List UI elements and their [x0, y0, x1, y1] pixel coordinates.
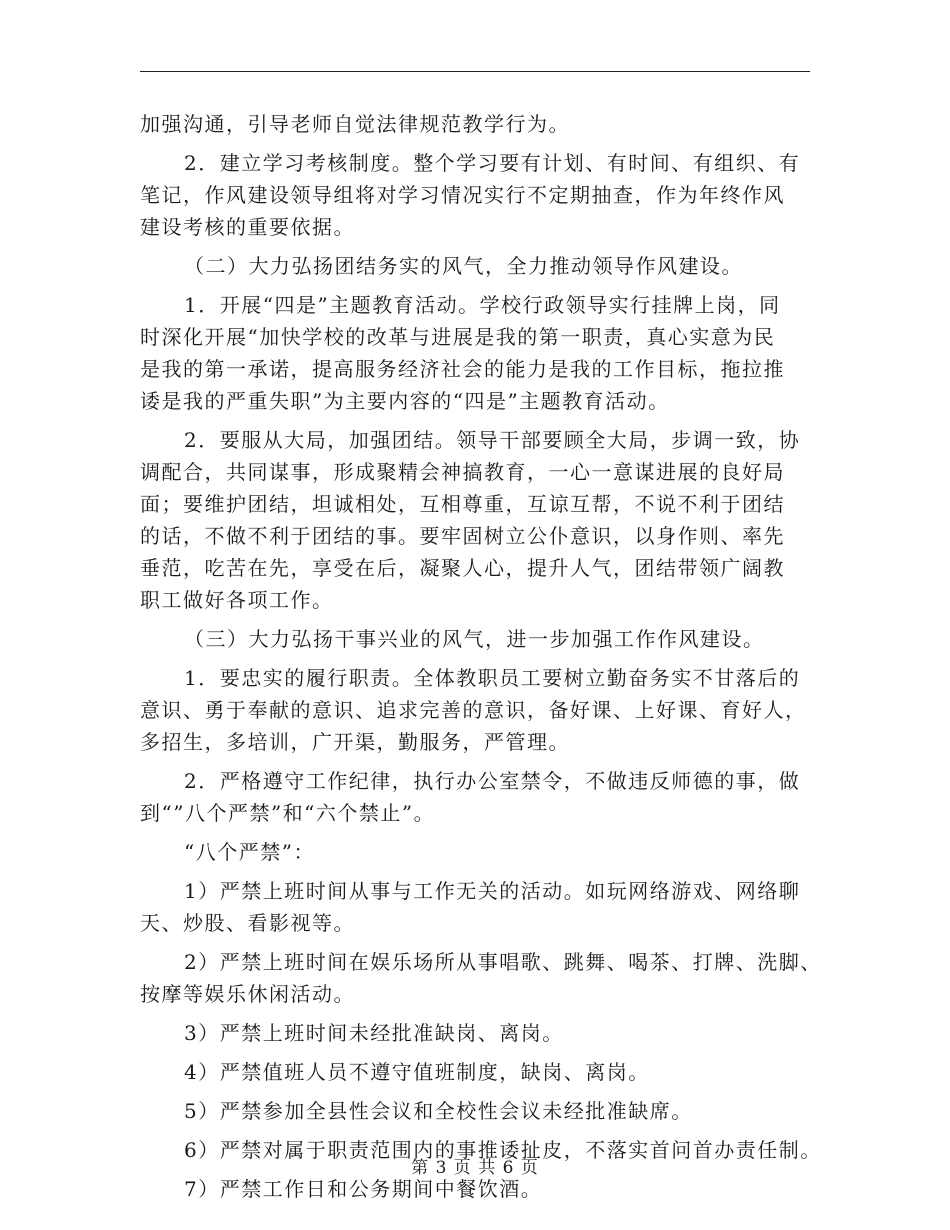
text-line: 2．建立学习考核制度。整个学习要有计划、有时间、有组织、有 — [184, 151, 801, 175]
document-body — [140, 108, 820, 1205]
text-line: 加强沟通，引导老师自觉法律规范教学行为。 — [140, 112, 570, 136]
text-line: 1）严禁上班时间从事与工作无关的活动。如玩网络游戏、网络聊 — [184, 879, 801, 903]
text-line: 6）严禁对属于职责范围内的事推诿扯皮，不落实首问首办责任制。 — [184, 1138, 822, 1162]
text-line: 3）严禁上班时间未经批准缺岗、离岗。 — [184, 1021, 564, 1045]
text-line: 建设考核的重要依据。 — [140, 215, 355, 239]
text-line: 1．开展“四是”主题教育活动。学校行政领导实行挂牌上岗，同 — [184, 293, 781, 317]
text-line: 4）严禁值班人员不遵守值班制度，缺岗、离岗。 — [184, 1060, 650, 1084]
text-line: 2．严格遵守工作纪律，执行办公室禁令，不做违反师德的事，做 — [184, 769, 801, 793]
text-line: 笔记，作风建设领导组将对学习情况实行不定期抽查，作为年终作风 — [140, 183, 785, 207]
text-line: 7）严禁工作日和公务期间中餐饮酒。 — [184, 1177, 543, 1201]
text-line: 1．要忠实的履行职责。全体教职员工要树立勤奋务实不甘落后的 — [184, 666, 801, 690]
text-line: 的话，不做不利于团结的事。要牢固树立公仆意识，以身作则、率先 — [140, 524, 785, 548]
text-line: 垂范，吃苦在先，享受在后，凝聚人心，提升人气，团结带领广阔教 — [140, 556, 785, 580]
text-line: 诿是我的严重失职”为主要内容的“四是”主题教育活动。 — [140, 389, 670, 413]
text-line: 意识、勇于奉献的意识、追求完善的意识，备好课、上好课、育好人， — [140, 698, 807, 722]
text-line: 多招生，多培训，广开渠，勤服务，严管理。 — [140, 730, 570, 754]
text-line: 2．要服从大局，加强团结。领导干部要顾全大局，步调一致，协 — [184, 428, 801, 452]
text-line: 到“”八个严禁”和“六个禁止”。 — [140, 801, 436, 825]
text-line: 调配合，共同谋事，形成聚精会神搞教育，一心一意谋进展的良好局 — [140, 460, 785, 484]
text-line: 5）严禁参加全县性会议和全校性会议未经批准缺席。 — [184, 1099, 693, 1123]
text-line: 时深化开展“加快学校的改革与进展是我的第一职责，真心实意为民 — [140, 325, 776, 349]
text-line: 面；要维护团结，坦诚相处，互相尊重，互谅互帮，不说不利于团结 — [140, 492, 785, 516]
text-line: （二）大力弘扬团结务实的风气，全力推动领导作风建设。 — [184, 254, 743, 278]
text-line: 按摩等娱乐休闲活动。 — [140, 982, 355, 1006]
page-number: 第 3 页 共 6 页 — [411, 1158, 539, 1178]
text-line: （三）大力弘扬干事兴业的风气，进一步加强工作作风建设。 — [184, 627, 765, 651]
text-line: 天、炒股、看影视等。 — [140, 911, 355, 935]
text-line: “八个严禁”： — [184, 840, 315, 864]
header-rule — [140, 71, 810, 72]
text-line: 职工做好各项工作。 — [140, 588, 334, 612]
text-line: 是我的第一承诺，提高服务经济社会的能力是我的工作目标，拖拉推 — [140, 357, 785, 381]
text-line: 2）严禁上班时间在娱乐场所从事唱歌、跳舞、喝茶、打牌、洗脚、 — [184, 950, 822, 974]
